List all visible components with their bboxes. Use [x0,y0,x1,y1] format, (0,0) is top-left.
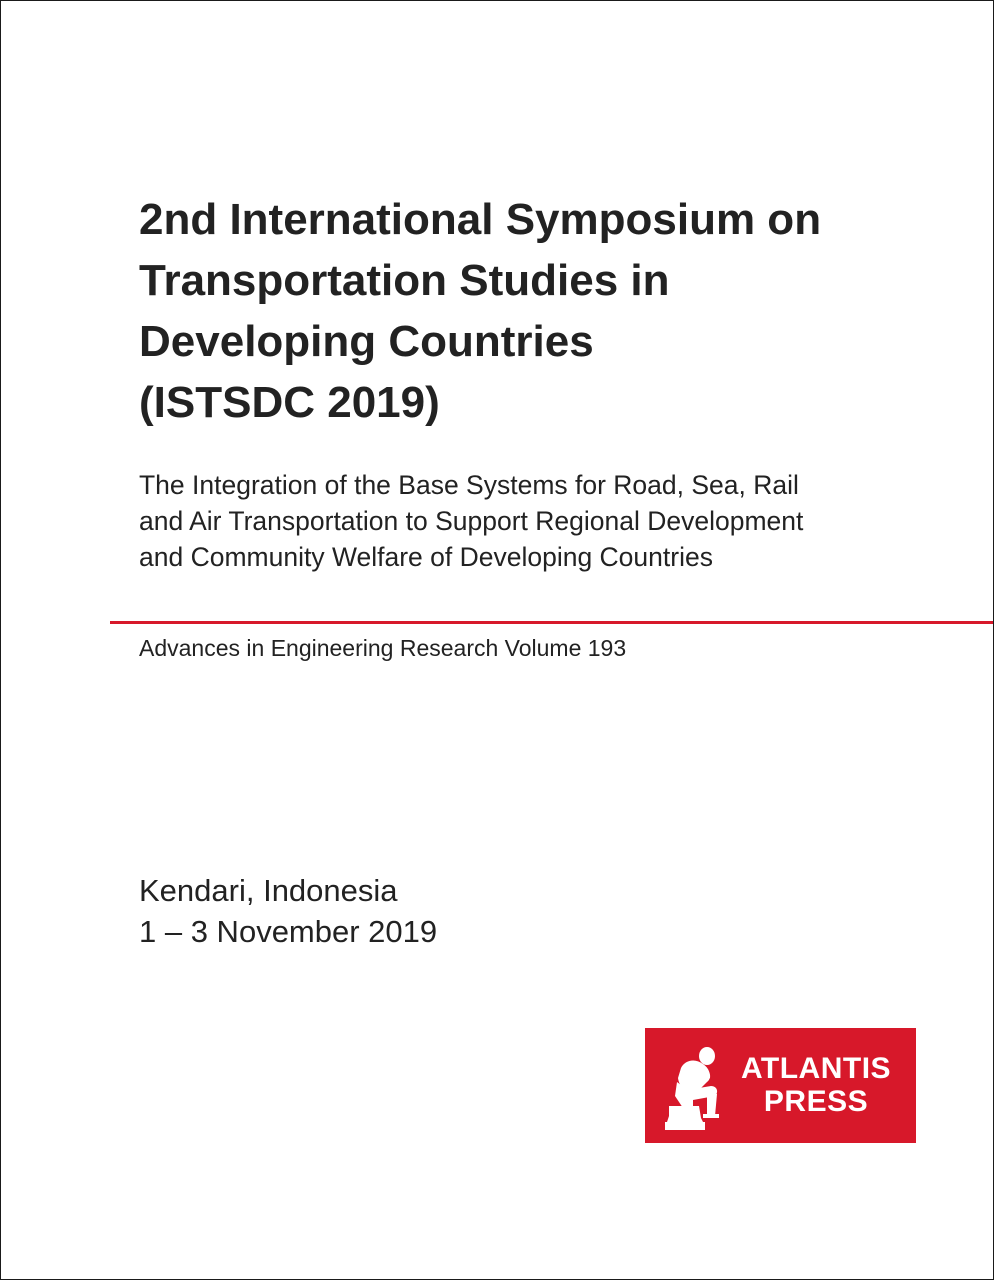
location: Kendari, Indonesia [139,873,398,908]
red-divider [110,621,994,624]
publisher-name-line: PRESS [763,1085,869,1118]
conference-dates: 1 – 3 November 2019 [139,914,438,949]
title-line: Developing Countries [139,317,594,366]
conference-theme [139,467,969,575]
publisher-name-line: ATLANTIS [740,1052,892,1085]
series-volume: Advances in Engineering Research Volume 193 [139,635,627,661]
conference-title [139,189,939,433]
theme-line: and Air Transportation to Support Regional Development [139,506,804,536]
theme-line: The Integration of the Base Systems for Road, Sea, Rail [139,470,799,500]
venue-and-dates [139,870,437,952]
title-line: 2nd International Symposium on [139,195,822,244]
title-line: (ISTSDC 2019) [139,378,440,427]
theme-line: and Community Welfare of Developing Countries [139,542,713,572]
atlantis-press-logo [645,1028,916,1143]
publisher-name [725,1052,907,1118]
title-line: Transportation Studies in [139,256,670,305]
thinker-statue-icon [663,1042,729,1132]
